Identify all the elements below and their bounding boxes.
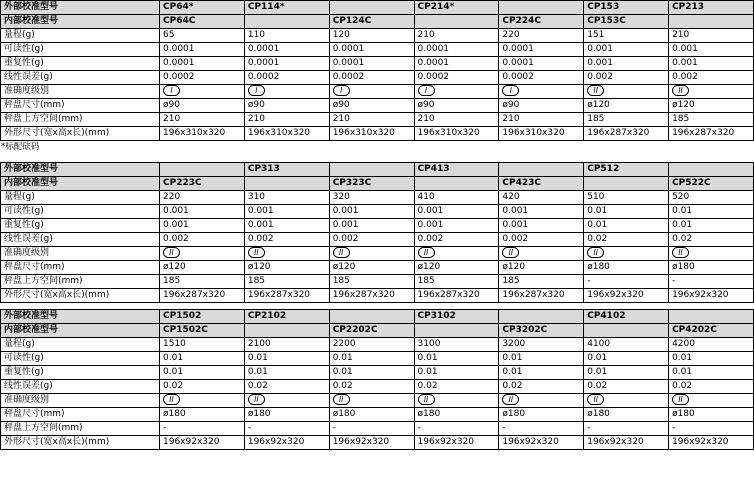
- row-label: 量程(g): [1, 338, 160, 352]
- row-value: 0.001: [499, 205, 584, 219]
- table-row: [1, 71, 754, 85]
- table-row: [1, 127, 754, 141]
- row-value: 210: [499, 113, 584, 127]
- external-model-6: CP213: [669, 1, 754, 15]
- row-value: 0.02: [329, 380, 414, 394]
- row-value: 0.01: [584, 352, 669, 366]
- spec-table: [0, 309, 754, 450]
- table-row: [1, 85, 754, 99]
- row-value: 196x92x320: [669, 289, 754, 303]
- row-value: 0.01: [669, 219, 754, 233]
- row-value: 196x92x320: [414, 436, 499, 450]
- accuracy-class-badge: II: [163, 394, 180, 405]
- row-value: 65: [160, 29, 245, 43]
- row-value: 0.02: [160, 380, 245, 394]
- row-label: 秤盘尺寸(mm): [1, 408, 160, 422]
- row-value: ø180: [160, 408, 245, 422]
- row-value: 420: [499, 191, 584, 205]
- row-value: 196x92x320: [584, 436, 669, 450]
- row-value: [414, 394, 499, 408]
- row-value: -: [584, 422, 669, 436]
- row-value: 0.01: [499, 366, 584, 380]
- row-value: 0.01: [329, 352, 414, 366]
- row-value: 510: [584, 191, 669, 205]
- table-row: [1, 380, 754, 394]
- internal-model-3: [414, 15, 499, 29]
- accuracy-class-badge: II: [672, 85, 689, 96]
- row-value: 0.0001: [244, 57, 329, 71]
- internal-model-0: CP223C: [160, 177, 245, 191]
- row-label: 外形尺寸(宽x高x长)(mm): [1, 289, 160, 303]
- row-value: 0.001: [244, 205, 329, 219]
- row-value: 0.02: [669, 233, 754, 247]
- internal-model-0: CP1502C: [160, 324, 245, 338]
- internal-calibration-label: 内部校准型号: [1, 324, 160, 338]
- spec-table: [0, 162, 754, 303]
- internal-model-5: [584, 324, 669, 338]
- row-value: 196x310x320: [499, 127, 584, 141]
- row-value: 196x287x320: [669, 127, 754, 141]
- row-value: [160, 394, 245, 408]
- row-value: 110: [244, 29, 329, 43]
- row-value: 0.002: [244, 233, 329, 247]
- row-value: 0.01: [244, 366, 329, 380]
- row-value: [669, 85, 754, 99]
- row-value: -: [669, 422, 754, 436]
- accuracy-class-badge: II: [418, 394, 435, 405]
- accuracy-class-badge: II: [587, 247, 604, 258]
- row-value: -: [244, 422, 329, 436]
- table-row: [1, 233, 754, 247]
- external-model-0: CP64*: [160, 1, 245, 15]
- external-model-1: CP313: [244, 163, 329, 177]
- row-value: 196x92x320: [499, 436, 584, 450]
- internal-model-1: [244, 324, 329, 338]
- external-model-3: CP214*: [414, 1, 499, 15]
- row-value: 0.001: [244, 219, 329, 233]
- row-value: 0.001: [160, 205, 245, 219]
- row-value: 0.01: [244, 352, 329, 366]
- row-value: -: [669, 275, 754, 289]
- row-value: 2100: [244, 338, 329, 352]
- row-label: 可读性(g): [1, 43, 160, 57]
- accuracy-class-badge: II: [333, 247, 350, 258]
- row-value: 1510: [160, 338, 245, 352]
- internal-model-6: CP522C: [669, 177, 754, 191]
- row-value: 196x310x320: [329, 127, 414, 141]
- internal-model-1: [244, 177, 329, 191]
- internal-calibration-label: 内部校准型号: [1, 15, 160, 29]
- internal-model-4: CP224C: [499, 15, 584, 29]
- accuracy-class-badge: II: [587, 394, 604, 405]
- row-value: 0.0001: [329, 57, 414, 71]
- external-calibration-label: 外部校准型号: [1, 310, 160, 324]
- row-value: [329, 394, 414, 408]
- row-value: 0.001: [584, 43, 669, 57]
- row-value: 0.001: [669, 43, 754, 57]
- row-value: ø180: [329, 408, 414, 422]
- row-label: 重复性(g): [1, 219, 160, 233]
- row-value: 0.0002: [499, 71, 584, 85]
- row-value: 410: [414, 191, 499, 205]
- row-value: 0.002: [669, 71, 754, 85]
- row-label: 可读性(g): [1, 352, 160, 366]
- external-model-4: [499, 1, 584, 15]
- row-value: 0.0002: [414, 71, 499, 85]
- row-value: 196x92x320: [244, 436, 329, 450]
- row-value: 196x310x320: [414, 127, 499, 141]
- row-label: 准确度级别: [1, 247, 160, 261]
- row-value: -: [414, 422, 499, 436]
- external-model-0: [160, 163, 245, 177]
- row-value: 210: [160, 113, 245, 127]
- row-value: ø180: [414, 408, 499, 422]
- row-value: 0.02: [669, 380, 754, 394]
- internal-model-6: CP4202C: [669, 324, 754, 338]
- row-value: 0.0001: [499, 43, 584, 57]
- external-model-1: CP2102: [244, 310, 329, 324]
- row-value: 0.02: [584, 233, 669, 247]
- row-value: 0.001: [584, 57, 669, 71]
- accuracy-class-badge: I: [502, 85, 519, 96]
- row-value: 210: [244, 113, 329, 127]
- row-value: 0.02: [584, 380, 669, 394]
- external-model-2: [329, 310, 414, 324]
- row-value: ø120: [584, 99, 669, 113]
- internal-model-2: CP323C: [329, 177, 414, 191]
- row-label: 秤盘上方空间(mm): [1, 275, 160, 289]
- row-value: 0.01: [669, 366, 754, 380]
- row-value: [584, 394, 669, 408]
- row-value: 0.01: [414, 352, 499, 366]
- table-row: [1, 29, 754, 43]
- row-value: 0.0001: [160, 43, 245, 57]
- row-value: 210: [414, 113, 499, 127]
- accuracy-class-badge: I: [248, 85, 265, 96]
- row-value: 185: [584, 113, 669, 127]
- row-value: [584, 85, 669, 99]
- row-value: ø120: [669, 99, 754, 113]
- internal-model-header-row: [1, 15, 754, 29]
- internal-model-0: CP64C: [160, 15, 245, 29]
- row-value: -: [584, 275, 669, 289]
- row-label: 量程(g): [1, 191, 160, 205]
- table-row: [1, 338, 754, 352]
- row-value: 151: [584, 29, 669, 43]
- row-value: 0.001: [329, 205, 414, 219]
- row-value: 185: [329, 275, 414, 289]
- row-value: 0.001: [414, 205, 499, 219]
- table-row: [1, 191, 754, 205]
- row-value: [669, 247, 754, 261]
- row-value: ø180: [499, 408, 584, 422]
- row-value: ø120: [244, 261, 329, 275]
- row-label: 重复性(g): [1, 57, 160, 71]
- row-value: ø180: [584, 408, 669, 422]
- row-value: ø90: [329, 99, 414, 113]
- row-value: ø180: [669, 408, 754, 422]
- accuracy-class-badge: II: [248, 247, 265, 258]
- internal-model-1: [244, 15, 329, 29]
- row-value: 0.01: [584, 205, 669, 219]
- row-value: 320: [329, 191, 414, 205]
- table-row: [1, 394, 754, 408]
- external-model-2: [329, 1, 414, 15]
- external-calibration-label: 外部校准型号: [1, 1, 160, 15]
- row-value: 0.02: [414, 380, 499, 394]
- row-value: ø90: [160, 99, 245, 113]
- row-value: 0.001: [414, 219, 499, 233]
- row-value: 0.001: [499, 219, 584, 233]
- row-value: 0.0001: [244, 43, 329, 57]
- row-value: ø90: [414, 99, 499, 113]
- accuracy-class-badge: II: [587, 85, 604, 96]
- row-value: -: [160, 422, 245, 436]
- row-label: 准确度级别: [1, 85, 160, 99]
- table-row: [1, 219, 754, 233]
- row-value: 0.0002: [329, 71, 414, 85]
- row-value: 196x92x320: [329, 436, 414, 450]
- row-value: 196x310x320: [244, 127, 329, 141]
- table-row: [1, 43, 754, 57]
- external-model-1: CP114*: [244, 1, 329, 15]
- table-row: [1, 57, 754, 71]
- row-label: 外形尺寸(宽x高x长)(mm): [1, 436, 160, 450]
- row-value: 185: [499, 275, 584, 289]
- row-label: 秤盘上方空间(mm): [1, 422, 160, 436]
- external-calibration-label: 外部校准型号: [1, 163, 160, 177]
- row-value: 210: [414, 29, 499, 43]
- accuracy-class-badge: II: [248, 394, 265, 405]
- row-value: 196x287x320: [584, 127, 669, 141]
- row-value: 0.002: [329, 233, 414, 247]
- accuracy-class-badge: II: [418, 247, 435, 258]
- row-value: 310: [244, 191, 329, 205]
- row-value: ø180: [584, 261, 669, 275]
- external-model-5: CP153: [584, 1, 669, 15]
- row-label: 可读性(g): [1, 205, 160, 219]
- row-label: 线性误差(g): [1, 71, 160, 85]
- table-row: [1, 205, 754, 219]
- row-value: [160, 247, 245, 261]
- internal-model-3: [414, 177, 499, 191]
- row-value: [244, 85, 329, 99]
- row-value: 210: [329, 113, 414, 127]
- accuracy-class-badge: II: [502, 394, 519, 405]
- row-label: 外形尺寸(宽x高x长)(mm): [1, 127, 160, 141]
- row-value: 220: [160, 191, 245, 205]
- row-value: [244, 247, 329, 261]
- external-model-2: [329, 163, 414, 177]
- row-value: 185: [160, 275, 245, 289]
- external-model-3: CP413: [414, 163, 499, 177]
- row-value: 196x92x320: [669, 436, 754, 450]
- internal-calibration-label: 内部校准型号: [1, 177, 160, 191]
- row-value: [499, 394, 584, 408]
- row-value: 196x287x320: [414, 289, 499, 303]
- row-value: -: [499, 422, 584, 436]
- row-value: ø120: [329, 261, 414, 275]
- row-value: 0.002: [414, 233, 499, 247]
- external-model-header-row: [1, 1, 754, 15]
- row-label: 量程(g): [1, 29, 160, 43]
- external-model-5: CP512: [584, 163, 669, 177]
- internal-model-4: CP423C: [499, 177, 584, 191]
- row-value: 196x310x320: [160, 127, 245, 141]
- row-value: 220: [499, 29, 584, 43]
- row-value: 196x92x320: [160, 436, 245, 450]
- row-value: 0.001: [160, 219, 245, 233]
- row-value: 0.0001: [414, 43, 499, 57]
- external-model-header-row: [1, 163, 754, 177]
- accuracy-class-badge: II: [672, 247, 689, 258]
- external-model-4: [499, 310, 584, 324]
- external-model-4: [499, 163, 584, 177]
- table-row: [1, 261, 754, 275]
- row-value: -: [329, 422, 414, 436]
- row-value: 0.01: [414, 366, 499, 380]
- table-row: [1, 113, 754, 127]
- row-value: 520: [669, 191, 754, 205]
- row-value: 0.01: [499, 352, 584, 366]
- internal-model-2: CP2202C: [329, 324, 414, 338]
- row-value: 0.01: [584, 366, 669, 380]
- row-value: 0.0001: [329, 43, 414, 57]
- row-label: 线性误差(g): [1, 233, 160, 247]
- row-value: 4200: [669, 338, 754, 352]
- row-value: 0.01: [329, 366, 414, 380]
- row-value: ø120: [160, 261, 245, 275]
- row-value: 185: [244, 275, 329, 289]
- internal-model-2: CP124C: [329, 15, 414, 29]
- table-row: [1, 436, 754, 450]
- row-value: [244, 394, 329, 408]
- internal-model-5: CP153C: [584, 15, 669, 29]
- spec-table: [0, 0, 754, 141]
- external-model-6: [669, 310, 754, 324]
- row-value: ø120: [499, 261, 584, 275]
- row-value: [329, 247, 414, 261]
- table-row: [1, 99, 754, 113]
- row-value: 0.002: [499, 233, 584, 247]
- row-value: 0.02: [244, 380, 329, 394]
- row-value: 196x287x320: [244, 289, 329, 303]
- row-value: [414, 247, 499, 261]
- row-value: [669, 394, 754, 408]
- internal-model-5: [584, 177, 669, 191]
- internal-model-6: [669, 15, 754, 29]
- row-value: 0.0002: [160, 71, 245, 85]
- row-value: 0.002: [160, 233, 245, 247]
- internal-model-4: CP3202C: [499, 324, 584, 338]
- row-value: 0.01: [160, 366, 245, 380]
- accuracy-class-badge: I: [333, 85, 350, 96]
- row-value: 0.01: [669, 352, 754, 366]
- row-label: 秤盘上方空间(mm): [1, 113, 160, 127]
- row-label: 重复性(g): [1, 366, 160, 380]
- row-value: 185: [669, 113, 754, 127]
- external-model-6: [669, 163, 754, 177]
- table-row: [1, 366, 754, 380]
- row-value: 0.002: [584, 71, 669, 85]
- row-value: [584, 247, 669, 261]
- row-value: 0.001: [329, 219, 414, 233]
- row-label: 准确度级别: [1, 394, 160, 408]
- row-value: ø90: [244, 99, 329, 113]
- row-value: [499, 247, 584, 261]
- row-value: 210: [669, 29, 754, 43]
- external-model-0: CP1502: [160, 310, 245, 324]
- accuracy-class-badge: II: [163, 247, 180, 258]
- row-value: 120: [329, 29, 414, 43]
- table-row: [1, 275, 754, 289]
- row-value: 185: [414, 275, 499, 289]
- row-value: ø120: [414, 261, 499, 275]
- footnote: *标配砝码: [1, 142, 40, 152]
- external-model-5: CP4102: [584, 310, 669, 324]
- accuracy-class-badge: I: [163, 85, 180, 96]
- row-value: 2200: [329, 338, 414, 352]
- row-value: 0.01: [160, 352, 245, 366]
- table-row: [1, 422, 754, 436]
- row-value: 0.0001: [499, 57, 584, 71]
- table-row: [1, 247, 754, 261]
- row-value: 0.001: [669, 57, 754, 71]
- row-value: 3100: [414, 338, 499, 352]
- row-value: 0.0002: [244, 71, 329, 85]
- row-label: 秤盘尺寸(mm): [1, 99, 160, 113]
- external-model-header-row: [1, 310, 754, 324]
- internal-model-3: [414, 324, 499, 338]
- row-value: 196x92x320: [584, 289, 669, 303]
- accuracy-class-badge: I: [418, 85, 435, 96]
- row-value: ø180: [244, 408, 329, 422]
- row-value: ø180: [669, 261, 754, 275]
- row-value: [160, 85, 245, 99]
- row-value: 0.01: [669, 205, 754, 219]
- table-row: [1, 408, 754, 422]
- row-value: ø90: [499, 99, 584, 113]
- row-value: 3200: [499, 338, 584, 352]
- row-value: [414, 85, 499, 99]
- row-value: 196x287x320: [499, 289, 584, 303]
- internal-model-header-row: [1, 324, 754, 338]
- accuracy-class-badge: II: [502, 247, 519, 258]
- row-label: 秤盘尺寸(mm): [1, 261, 160, 275]
- accuracy-class-badge: II: [333, 394, 350, 405]
- row-value: 0.0001: [414, 57, 499, 71]
- accuracy-class-badge: II: [672, 394, 689, 405]
- row-value: 0.02: [499, 380, 584, 394]
- table-row: [1, 352, 754, 366]
- row-label: 线性误差(g): [1, 380, 160, 394]
- row-value: [499, 85, 584, 99]
- internal-model-header-row: [1, 177, 754, 191]
- row-value: 196x287x320: [160, 289, 245, 303]
- row-value: [329, 85, 414, 99]
- row-value: 0.01: [584, 219, 669, 233]
- row-value: 4100: [584, 338, 669, 352]
- row-value: 0.0001: [160, 57, 245, 71]
- row-value: 196x287x320: [329, 289, 414, 303]
- external-model-3: CP3102: [414, 310, 499, 324]
- table-row: [1, 289, 754, 303]
